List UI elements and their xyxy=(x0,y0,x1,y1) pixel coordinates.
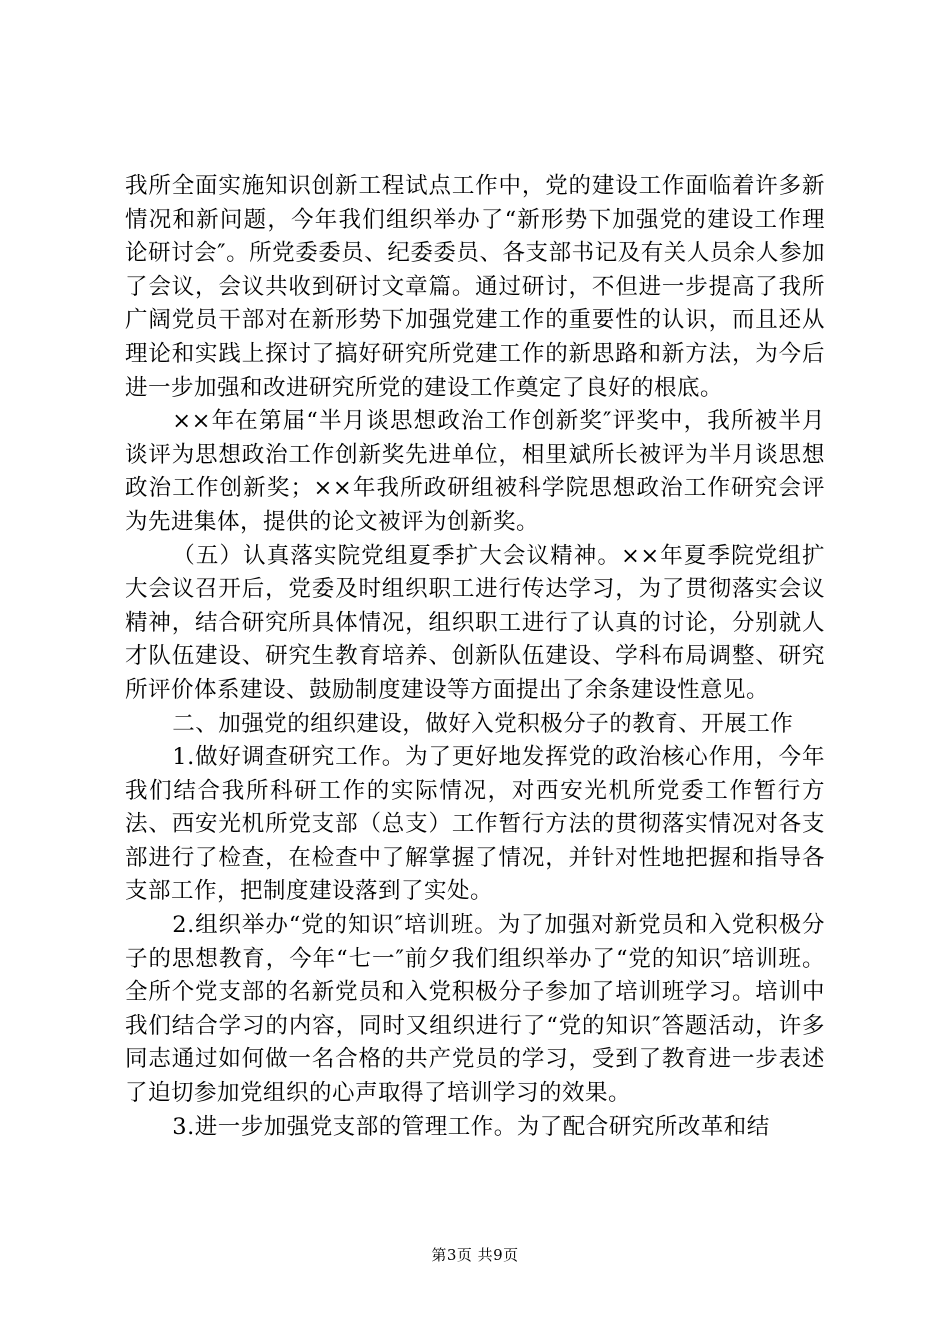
paragraph-investigation: 1.做好调查研究工作。为了更好地发挥党的政治核心作用，今年我们结合我所科研工作的实际情况，对西安光机所党委工作暂行方法、西安光机所党支部（总支）工作暂行方法的贯彻落实情况对各支部进行了检查，在检查中了解掌握了情况，并针对性地把握和指导各支部工作，把制度建设落到了实处。 xyxy=(125,744,825,905)
section-heading-organization: 二、加强党的组织建设，做好入党积极分子的教育、开展工作 xyxy=(172,710,794,737)
document-body xyxy=(125,170,825,1144)
paragraph-summer-meeting: （五）认真落实院党组夏季扩大会议精神。××年夏季院党组扩大会议召开后，党委及时组织职工进行传达学习，为了贯彻落实会议精神，结合研究所具体情况，组织职工进行了认真的讨论，分别就人才队伍建设、研究生教育培养、创新队伍建设、学科布局调整、研究所评价体系建设、鼓励制度建设等方面提出了余条建设性意见。 xyxy=(125,542,825,703)
page-footer: 第3页 共9页 xyxy=(431,1246,519,1264)
paragraph-award: ××年在第届“半月谈思想政治工作创新奖″评奖中，我所被半月谈评为思想政治工作创新奖先进单位，相里斌所长被评为半月谈思想政治工作创新奖；××年我所政研组被科学院思想政治工作研究会评为先进集体，提供的论文被评为创新奖。 xyxy=(125,408,825,535)
paragraph-branch-management: 3.进一步加强党支部的管理工作。为了配合研究所改革和结 xyxy=(172,1113,770,1140)
paragraph-training: 2.组织举办“党的知识″培训班。为了加强对新党员和入党积极分子的思想教育，今年“七一″前夕我们组织举办了“党的知识″培训班。全所个党支部的名新党员和入党积极分子参加了培训班学习。培训中我们结合学习的内容，同时又组织进行了“党的知识″答题活动，许多同志通过如何做一名合格的共产党员的学习，受到了教育进一步表述了迫切参加党组织的心声取得了培训学习的效果。 xyxy=(125,912,825,1107)
paragraph-symposium: 我所全面实施知识创新工程试点工作中，党的建设工作面临着许多新情况和新问题，今年我们组织举办了“新形势下加强党的建设工作理论研讨会″。所党委委员、纪委委员、各支部书记及有关人员余人参加了会议，会议共收到研讨文章篇。通过研讨，不但进一步提高了我所广阔党员干部对在新形势下加强党建工作的重要性的认识，而且还从理论和实践上探讨了搞好研究所党建工作的新思路和新方法，为今后进一步加强和改进研究所党的建设工作奠定了良好的根底。 xyxy=(125,173,825,401)
